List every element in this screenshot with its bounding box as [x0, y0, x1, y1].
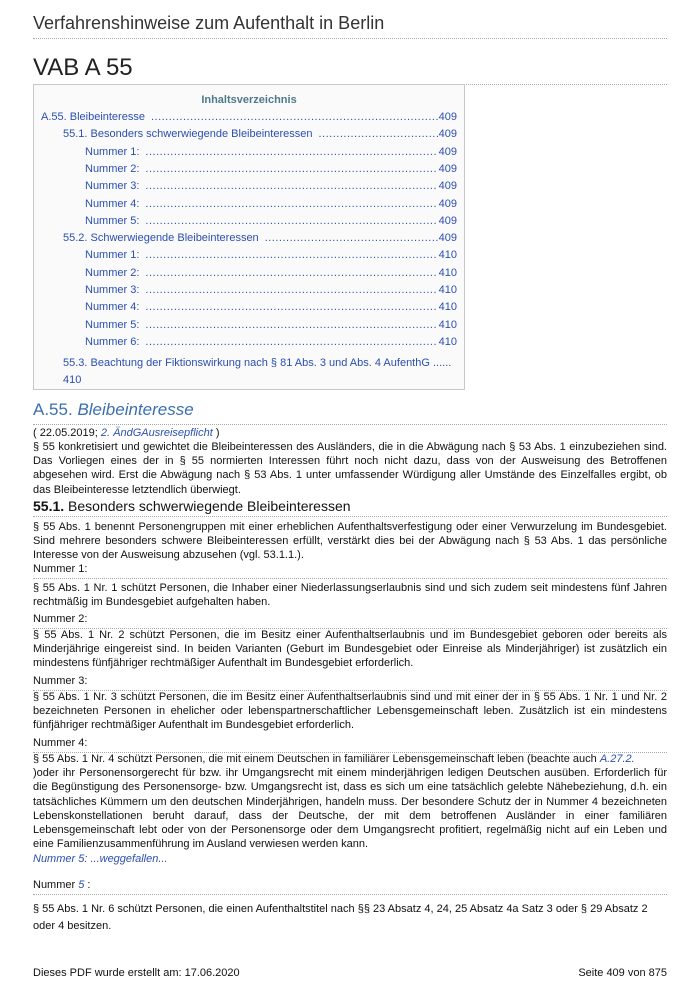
toc-entry[interactable]	[85, 161, 457, 178]
toc-entry-page: 409	[438, 111, 457, 123]
toc-entry-page: 409	[438, 128, 457, 141]
toc-entry-label: 55.2. Schwerwiegende Bleibeinteressen	[63, 232, 259, 245]
toc-entry-label: A.55. Bleibeinteresse	[41, 111, 145, 123]
toc-entry-page: 409	[438, 232, 457, 245]
date-text: ( 22.05.2019;	[33, 427, 101, 439]
toc-entry-page: 409	[438, 162, 457, 175]
toc-entry[interactable]	[85, 282, 457, 299]
toc-entry-page: 409	[438, 214, 457, 227]
toc-entry-page: 410	[438, 335, 457, 348]
toc-entry[interactable]	[85, 317, 457, 334]
toc-entry-page: 409	[438, 145, 457, 158]
nummer-4-text-a: § 55 Abs. 1 Nr. 4 schützt Personen, die mit einem Deutschen in familiärer Lebensgemeinschaft leben (beachte auch	[33, 753, 600, 765]
nummer-1-text: § 55 Abs. 1 Nr. 1 schützt Personen, die Inhaber einer Niederlassungserlaubnis sind und sich zudem seit mindestens fünf Jahren rechtmäßig im Bundesgebiet aufgehalten haben.	[33, 582, 667, 609]
toc-leader-dots	[145, 265, 437, 282]
nummer-5-link[interactable]: Nummer 5: ...weggefallen...	[33, 853, 168, 865]
nummer-4-text-b: )oder ihr Personensorgerecht für bzw. ihr Umgangsrecht mit einem minderjährigen ledigen Deutschen ausüben. Erforderlich für die Begünstigung des Personensorge- bzw. Umgangsrecht ist, dass es sich um eine tatsächlich gelebte Nähebeziehung, d.h. ein tatsächliches Kümmern um den deutschen Minderjährigen, handeln muss. Der besondere Schutz der in Nummer 4 bezeichneten Lebenskonstellationen beruht darauf, dass der Deutsche, der mit dem betroffenen Ausländer in einer familiären Lebensgemeinschaft lebt oder von der Personensorge oder dem Umgangsrecht profitiert, regelmäßig nicht auf ein Leben und eine Familienzusammenführung im Ausland verwiesen werden kann.	[33, 767, 667, 851]
toc-entry-page: 410	[438, 301, 457, 314]
toc-entry-label: Nummer 1:	[85, 145, 140, 158]
nummer-4-text	[33, 752, 667, 851]
toc-entry-page: 410	[438, 266, 457, 279]
page-footer	[33, 967, 667, 979]
toc-entry-page: 410	[438, 249, 457, 262]
nummer-4-label: Nummer 4:	[33, 737, 667, 753]
subsection-intro: § 55 Abs. 1 benennt Personengruppen mit einer erheblichen Aufenthaltsverfestigung oder einer Verwurzelung im Bundesgebiet. Sind mehrere besonders schwere Bleibeinteressen erfüllt, verstärkt dies bei der Abwägung nach § 53 Abs. 1 das persönliche Interesse von der Ausweisung abzusehen (vgl. 53.1.1.).	[33, 521, 667, 562]
toc-entry-label: Nummer 3:	[85, 180, 140, 193]
amendment-link[interactable]: 2. ÄndGAusreisepflicht	[100, 427, 213, 439]
toc-entry[interactable]	[85, 178, 457, 195]
toc-entry[interactable]	[85, 213, 457, 230]
nummer-5b-prefix: Nummer	[33, 879, 79, 891]
nummer-5-removed	[33, 852, 667, 866]
reference-link-a27-2[interactable]: A.27.2.	[599, 753, 635, 765]
toc-leader-dots	[145, 213, 437, 230]
toc-leader-dots	[145, 317, 437, 334]
nummer-5b-suffix: :	[84, 879, 91, 891]
toc-entry[interactable]	[63, 126, 457, 143]
toc-entry-page: 410	[438, 284, 457, 296]
nummer-3-label: Nummer 3:	[33, 675, 667, 691]
nummer-2-label: Nummer 2:	[33, 613, 667, 629]
section-number: A.55.	[33, 400, 73, 419]
toc-entry[interactable]	[85, 299, 457, 316]
toc-leader-dots	[145, 161, 437, 178]
toc-entry-page: 409	[438, 197, 457, 210]
toc-entry-label: Nummer 4:	[85, 301, 140, 314]
toc-leader-dots	[265, 230, 438, 247]
toc-leader-dots	[145, 299, 437, 316]
section-title: Bleibeinteresse	[77, 400, 194, 419]
toc-entry-55-3[interactable]: 55.3. Beachtung der Fiktionswirkung nach § 81 Abs. 3 und Abs. 4 AufenthG ...... 410	[63, 357, 452, 386]
toc-leader-dots	[145, 196, 437, 213]
toc-entry-label: Nummer 2:	[85, 266, 140, 279]
footer-created-date: Dieses PDF wurde erstellt am: 17.06.2020	[33, 967, 240, 979]
toc-entry[interactable]	[85, 196, 457, 213]
section-intro: § 55 konkretisiert und gewichtet die Bleibeinteressen des Ausländers, die in die Abwägung nach § 53 Abs. 1 einzubeziehen sind. Das Vorliegen eines der in § 55 normierten Interessen führt noch nicht dazu, dass von der Ausweisung des Betroffenen abgesehen wird. Erst die Abwägung nach § 53 Abs. 1 unter umfassender Würdigung aller Umstände des Einzelfalles ergibt, ob das Bleibeinteresse letztendlich überwiegt.	[33, 441, 667, 496]
toc-entry[interactable]	[63, 230, 457, 247]
toc-entry-label: Nummer 5:	[85, 318, 140, 331]
toc-entry[interactable]	[85, 265, 457, 282]
toc-entry-label: Nummer 2:	[85, 162, 140, 175]
toc-entry-label: Nummer 5:	[85, 214, 140, 227]
toc-entry[interactable]	[85, 144, 457, 161]
nummer-1-label: Nummer 1:	[33, 563, 667, 579]
toc-leader-dots	[145, 178, 437, 195]
toc-entry-label: Nummer 4:	[85, 197, 140, 210]
toc-leader-dots	[151, 109, 438, 126]
section-date-line	[33, 426, 667, 440]
toc-title: Inhaltsverzeichnis	[201, 94, 297, 106]
subsection-title: Besonders schwerwiegende Bleibeinteressen	[68, 498, 351, 514]
toc-entry[interactable]	[85, 247, 457, 264]
nummer-3-text: § 55 Abs. 1 Nr. 3 schützt Personen, die im Besitz einer Aufenthaltserlaubnis sind und mit einer der in § 55 Abs. 1 Nr. 1 und Nr. 2 bezeichneten Personen in ehelicher oder lebenspartnerschaftlicher Lebensgemeinschaft leben. Zusätzlich ist ein mindestens fünfjähriger rechtmäßiger Aufenthalt im Bundesgebiet erforderlich.	[33, 691, 667, 732]
running-head: Verfahrenshinweise zum Aufenthalt in Berlin	[33, 13, 667, 39]
subsection-heading	[33, 498, 667, 517]
document-title: VAB A 55	[33, 54, 667, 85]
nummer-5b-text: § 55 Abs. 1 Nr. 6 schützt Personen, die einen Aufenthaltstitel nach §§ 23 Absatz 4, 24, 25 Absatz 4a Satz 3 oder § 29 Absatz 2 oder 4 besitzen.	[33, 903, 648, 932]
footer-page-number: Seite 409 von 875	[578, 967, 667, 979]
nummer-5b-label	[33, 879, 667, 895]
nummer-5b-link[interactable]: 5	[78, 879, 85, 891]
toc-leader-dots	[145, 247, 437, 264]
toc-entry[interactable]	[85, 334, 457, 351]
toc-entry-label: Nummer 6:	[85, 335, 140, 348]
section-heading	[33, 400, 667, 425]
toc-entry-page: 409	[438, 180, 457, 193]
toc-leader-dots	[145, 334, 437, 351]
table-of-contents	[33, 84, 465, 390]
toc-leader-dots	[145, 282, 437, 299]
toc-entry-label: Nummer 1:	[85, 249, 140, 262]
nummer-2-text: § 55 Abs. 1 Nr. 2 schützt Personen, die im Besitz einer Aufenthaltserlaubnis und im Bundesgebiet geboren oder bereits als Minderjährige eingereist sind. In beiden Varianten (Geburt im Bundesgebiet oder Einreise als Minderjähriger) ist zusätzlich ein mindestens fünfjähriger rechtmäßiger Aufenthalt im Bundesgebiet erforderlich.	[33, 629, 667, 670]
date-suffix: )	[212, 427, 220, 439]
toc-entry[interactable]	[41, 109, 457, 126]
toc-leader-dots	[319, 126, 438, 143]
toc-entry-label: 55.1. Besonders schwerwiegende Bleibeinteressen	[63, 128, 313, 141]
toc-entry-label: Nummer 3:	[85, 284, 140, 296]
toc-leader-dots	[145, 144, 437, 161]
toc-entry-page: 410	[438, 318, 457, 331]
subsection-number: 55.1.	[33, 498, 65, 514]
